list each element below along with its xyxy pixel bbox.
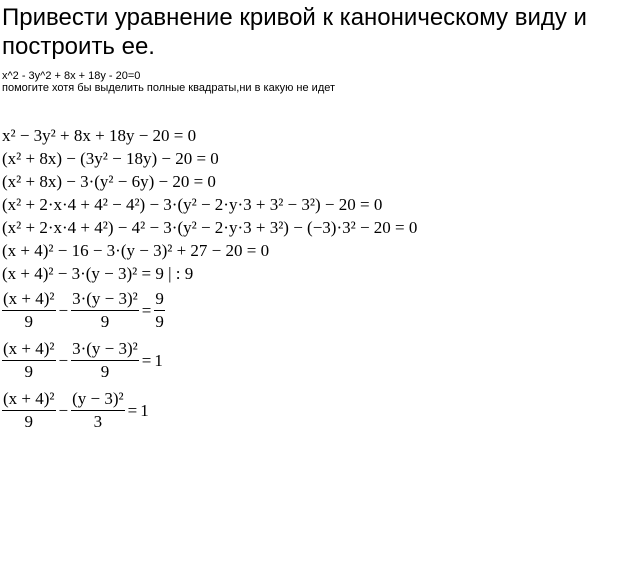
- fraction-numerator: (x + 4)²: [2, 338, 56, 361]
- equals-sign: =: [141, 350, 152, 370]
- fraction-numerator: 3·(y − 3)²: [71, 338, 139, 361]
- fraction-denominator: 9: [100, 361, 110, 381]
- solution-line-4: (x² + 2·x·4 + 4² − 4²) − 3·(y² − 2·y·3 + 3² − 3²) − 20 = 0: [2, 195, 383, 214]
- minus-sign: −: [58, 350, 69, 370]
- fraction-denominator: 9: [100, 311, 110, 331]
- minus-sign: −: [58, 300, 69, 320]
- rhs-value: 1: [140, 400, 149, 420]
- solution-fraction-line-3: [2, 385, 617, 435]
- fraction-denominator: 9: [155, 311, 164, 331]
- solution-fraction-line-1: [2, 285, 617, 335]
- solution-line-2: (x² + 8x) − (3y² − 18y) − 20 = 0: [2, 149, 219, 168]
- question-title: Привести уравнение кривой к каноническому виду и построить ее.: [2, 4, 587, 60]
- fraction-numerator: (x + 4)²: [2, 288, 56, 311]
- fraction: [2, 288, 56, 333]
- solution-fraction-line-2: [2, 335, 617, 385]
- solution-line-5: (x² + 2·x·4 + 4²) − 4² − 3·(y² − 2·y·3 + 3²) − (−3)·3² − 20 = 0: [2, 218, 418, 237]
- solution-line-6: (x + 4)² − 16 − 3·(y − 3)² + 27 − 20 = 0: [2, 241, 270, 260]
- rhs-value: 1: [154, 350, 163, 370]
- question-equation: x^2 - 3y^2 + 8x + 18y - 20=0: [2, 70, 141, 82]
- solution-line-7: (x + 4)² − 3·(y − 3)² = 9 | : 9: [2, 264, 194, 283]
- minus-sign: −: [58, 400, 69, 420]
- fraction: [71, 388, 125, 433]
- fraction-numerator: (x + 4)²: [2, 388, 56, 411]
- equals-sign: =: [141, 300, 152, 320]
- fraction: [2, 388, 56, 433]
- fraction-numerator: (y − 3)²: [71, 388, 125, 411]
- fraction-denominator: 9: [24, 311, 33, 331]
- question-request: помогите хотя бы выделить полные квадраты,ни в какую не идет: [2, 82, 336, 94]
- fraction-denominator: 3: [93, 411, 103, 431]
- solution-image: [2, 124, 617, 435]
- solution-line-1: x² − 3y² + 8x + 18y − 20 = 0: [2, 126, 197, 145]
- solution-line-3: (x² + 8x) − 3·(y² − 6y) − 20 = 0: [2, 172, 216, 191]
- fraction-denominator: 9: [24, 361, 33, 381]
- fraction: [71, 338, 139, 383]
- fraction: [71, 288, 139, 333]
- fraction-numerator: 3·(y − 3)²: [71, 288, 139, 311]
- fraction-numerator: 9: [154, 288, 165, 311]
- question-body: [2, 70, 612, 94]
- equals-sign: =: [127, 400, 138, 420]
- fraction-denominator: 9: [24, 411, 33, 431]
- fraction: [2, 338, 56, 383]
- fraction: [154, 288, 165, 333]
